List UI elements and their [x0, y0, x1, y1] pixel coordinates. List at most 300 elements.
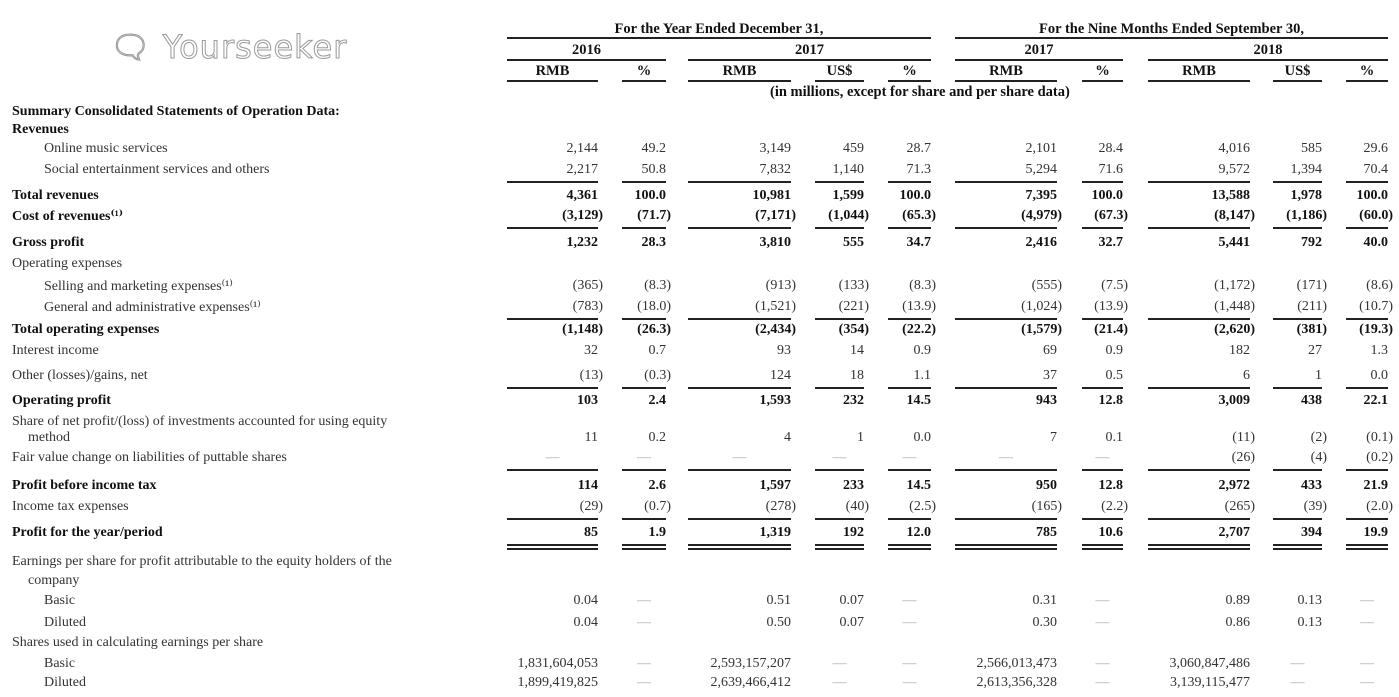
subtotal-rule: [1148, 469, 1250, 471]
table-cell: 0.1: [1105, 430, 1123, 445]
table-cell: —: [732, 450, 747, 465]
table-cell: 0.30: [1032, 615, 1057, 630]
table-cell: 3,139,115,477: [1170, 675, 1250, 690]
column-header-rule: [688, 80, 791, 82]
row-label: Total operating expenses: [12, 322, 160, 337]
subtotal-rule: [1273, 518, 1322, 520]
table-cell: (211): [1297, 299, 1327, 314]
table-cell: 0.5: [1105, 368, 1123, 383]
subtotal-rule: [1273, 318, 1322, 320]
table-cell: 0.0: [913, 430, 931, 445]
subtotal-rule: [1148, 181, 1250, 183]
table-cell: (7.5): [1101, 278, 1128, 293]
table-cell: 2,101: [1025, 141, 1057, 156]
row-label: Income tax expenses: [12, 499, 129, 514]
subtotal-rule: [1273, 387, 1322, 389]
table-cell: (26.3): [637, 322, 671, 337]
subtotal-rule: [1148, 544, 1250, 546]
table-cell: 28.4: [1098, 141, 1123, 156]
row-label: Earnings per share for profit attributable to the equity holders of the: [12, 554, 392, 569]
subtotal-rule: [815, 387, 864, 389]
table-cell: 28.7: [906, 141, 931, 156]
table-cell: 0.86: [1225, 615, 1250, 630]
row-label: Shares used in calculating earnings per share: [12, 635, 264, 650]
table-cell: 2,144: [566, 141, 598, 156]
table-cell: 0.13: [1297, 615, 1322, 630]
column-header-rule: [507, 80, 598, 82]
table-cell: 0.13: [1297, 593, 1322, 608]
table-cell: —: [832, 656, 847, 671]
row-label: Online music services: [44, 141, 168, 156]
table-cell: (26): [1231, 450, 1255, 465]
subtotal-rule: [1346, 181, 1388, 183]
table-cell: (278): [765, 499, 796, 514]
subtotal-rule: [688, 518, 791, 520]
table-cell: (4,979): [1021, 208, 1062, 223]
wechat-chat-bubble-icon: 🗨: [110, 28, 152, 66]
table-cell: (171): [1296, 278, 1327, 293]
column-header-rule: [622, 80, 666, 82]
table-cell: 100.0: [1356, 188, 1388, 203]
table-cell: —: [637, 675, 651, 690]
table-cell: 0.50: [766, 615, 791, 630]
table-cell: 1,394: [1290, 162, 1322, 177]
year-rule: [1148, 59, 1388, 61]
subtotal-rule: [1273, 544, 1322, 546]
nine-months-2018-header: 2018: [1253, 42, 1283, 58]
table-cell: 28.3: [641, 235, 666, 250]
table-cell: 22.1: [1363, 393, 1388, 408]
row-label: Profit before income tax: [12, 478, 157, 493]
table-cell: 2,613,356,328: [976, 675, 1057, 690]
table-cell: 71.6: [1098, 162, 1123, 177]
table-cell: —: [1360, 593, 1374, 608]
table-cell: 0.07: [839, 615, 864, 630]
table-cell: 103: [577, 393, 598, 408]
total-double-rule: [1082, 548, 1123, 550]
year-2016-header: 2016: [572, 42, 601, 58]
subtotal-rule: [622, 544, 666, 546]
column-header: RMB: [722, 63, 757, 79]
table-cell: —: [1290, 675, 1305, 690]
table-cell: 792: [1301, 235, 1322, 250]
subtotal-rule: [888, 518, 931, 520]
table-cell: 10,981: [752, 188, 791, 203]
table-cell: 4: [784, 430, 791, 445]
table-cell: 10.6: [1098, 525, 1123, 540]
table-cell: —: [902, 656, 917, 671]
row-label: Cost of revenues⁽¹⁾: [12, 209, 124, 224]
subtotal-rule: [1148, 518, 1250, 520]
table-cell: (13.9): [902, 299, 936, 314]
column-header-rule: [888, 80, 931, 82]
row-label: Share of net profit/(loss) of investments accounted for using equity: [12, 414, 388, 429]
table-cell: 0.31: [1032, 593, 1057, 608]
table-cell: (1,521): [755, 299, 796, 314]
table-cell: 1.9: [648, 525, 666, 540]
row-label: Diluted: [44, 615, 86, 630]
table-cell: 71.3: [906, 162, 931, 177]
table-cell: 0.07: [839, 593, 864, 608]
table-cell: (1,148): [562, 322, 603, 337]
table-cell: (365): [572, 278, 603, 293]
table-cell: 6: [1243, 368, 1250, 383]
subtotal-rule: [815, 227, 864, 229]
row-label: Diluted: [44, 675, 86, 690]
table-cell: (2,620): [1214, 322, 1255, 337]
subtotal-rule: [1082, 227, 1123, 229]
table-cell: 0.9: [1105, 343, 1123, 358]
table-cell: —: [902, 593, 917, 608]
table-cell: —: [1095, 450, 1110, 465]
subtotal-rule: [1346, 318, 1388, 320]
table-cell: —: [832, 675, 847, 690]
table-cell: 0.7: [648, 343, 666, 358]
subtotal-rule: [955, 227, 1057, 229]
subtotal-rule: [888, 544, 931, 546]
table-cell: (3,129): [562, 208, 603, 223]
row-label: Gross profit: [12, 235, 85, 250]
table-cell: 11: [584, 430, 598, 445]
table-cell: —: [637, 656, 651, 671]
table-cell: (65.3): [902, 208, 936, 223]
subtotal-rule: [1346, 469, 1388, 471]
table-cell: 100.0: [899, 188, 931, 203]
column-header: %: [1095, 63, 1110, 79]
table-cell: 32: [584, 343, 598, 358]
header-rule: [507, 37, 931, 39]
total-double-rule: [888, 548, 931, 550]
column-header: %: [1359, 63, 1375, 79]
subtotal-rule: [1082, 544, 1123, 546]
table-cell: (133): [838, 278, 869, 293]
table-cell: —: [999, 450, 1013, 465]
subtotal-rule: [622, 181, 666, 183]
table-cell: 5,441: [1218, 235, 1250, 250]
column-header: %: [902, 63, 917, 79]
table-cell: 85: [584, 525, 598, 540]
row-label: Basic: [44, 593, 76, 608]
row-label: Fair value change on liabilities of puttable shares: [12, 450, 287, 465]
table-cell: 3,009: [1218, 393, 1250, 408]
table-cell: (1,024): [1021, 299, 1062, 314]
table-cell: 29.6: [1363, 141, 1388, 156]
subtotal-rule: [1148, 387, 1250, 389]
table-cell: (60.0): [1359, 208, 1393, 223]
table-cell: (8.3): [909, 278, 936, 293]
subtotal-rule: [1346, 387, 1388, 389]
table-cell: (1,044): [828, 208, 869, 223]
table-cell: (783): [572, 299, 603, 314]
table-cell: (8,147): [1214, 208, 1255, 223]
table-cell: 0.04: [573, 593, 598, 608]
subtotal-rule: [815, 544, 864, 546]
row-label: Summary Consolidated Statements of Operation Data:: [12, 104, 340, 119]
table-cell: 12.0: [906, 525, 931, 540]
table-cell: (8.3): [644, 278, 671, 293]
subtotal-rule: [622, 469, 666, 471]
table-cell: —: [1360, 615, 1374, 630]
subtotal-rule: [815, 318, 864, 320]
subtotal-rule: [888, 387, 931, 389]
table-cell: 7,832: [759, 162, 791, 177]
subtotal-rule: [1082, 469, 1123, 471]
table-cell: 100.0: [1091, 188, 1123, 203]
nine-months-2017-header: 2017: [1024, 42, 1054, 58]
table-cell: 1,597: [759, 478, 791, 493]
table-cell: 433: [1301, 478, 1322, 493]
table-cell: 14.5: [906, 478, 931, 493]
table-cell: (29): [579, 499, 603, 514]
table-cell: 1,831,604,053: [517, 656, 598, 671]
table-cell: (11): [1232, 430, 1255, 445]
year-rule: [955, 59, 1123, 61]
subtotal-rule: [688, 387, 791, 389]
table-cell: (40): [845, 499, 869, 514]
table-cell: —: [832, 450, 847, 465]
table-cell: (0.7): [644, 499, 671, 514]
table-cell: 4,361: [566, 188, 598, 203]
table-cell: 1,899,419,825: [517, 675, 598, 690]
row-label: method: [28, 430, 70, 445]
table-cell: —: [637, 450, 651, 465]
subtotal-rule: [955, 387, 1057, 389]
subtotal-rule: [955, 469, 1057, 471]
table-cell: 182: [1229, 343, 1250, 358]
table-cell: —: [902, 615, 917, 630]
table-cell: (1,186): [1286, 208, 1327, 223]
row-label: Revenues: [12, 122, 69, 137]
subtotal-rule: [1346, 518, 1388, 520]
table-cell: —: [1360, 656, 1374, 671]
table-cell: 27: [1308, 343, 1322, 358]
table-cell: (10.7): [1359, 299, 1393, 314]
watermark: [110, 28, 347, 66]
table-cell: (555): [1031, 278, 1062, 293]
table-cell: 0.2: [648, 430, 666, 445]
total-double-rule: [955, 548, 1057, 550]
table-cell: 49.2: [641, 141, 666, 156]
subtotal-rule: [1273, 469, 1322, 471]
subtotal-rule: [507, 469, 598, 471]
table-cell: 0.0: [1370, 368, 1388, 383]
subtotal-rule: [1273, 227, 1322, 229]
table-cell: 40.0: [1363, 235, 1388, 250]
table-cell: 21.9: [1363, 478, 1388, 493]
table-cell: 37: [1043, 368, 1057, 383]
table-cell: 459: [843, 141, 864, 156]
row-label: Operating expenses: [12, 256, 123, 271]
watermark-text: Yourseeker: [162, 28, 348, 66]
table-cell: (67.3): [1094, 208, 1128, 223]
table-cell: (354): [838, 322, 869, 337]
subtotal-rule: [815, 469, 864, 471]
table-cell: (221): [838, 299, 869, 314]
table-cell: 192: [843, 525, 864, 540]
table-cell: 2,593,157,207: [710, 656, 791, 671]
table-cell: 2,416: [1025, 235, 1057, 250]
subtotal-rule: [1346, 544, 1388, 546]
year-2017-header: 2017: [795, 42, 824, 58]
total-double-rule: [1148, 548, 1250, 550]
subtotal-rule: [1346, 227, 1388, 229]
subtotal-rule: [507, 318, 598, 320]
table-cell: 1.1: [913, 368, 931, 383]
subtotal-rule: [1148, 318, 1250, 320]
subtotal-rule: [507, 518, 598, 520]
table-cell: 93: [777, 343, 791, 358]
table-cell: 232: [843, 393, 864, 408]
subtotal-rule: [622, 518, 666, 520]
table-cell: 1: [857, 430, 864, 445]
table-cell: 2,972: [1218, 478, 1250, 493]
table-cell: (913): [765, 278, 796, 293]
total-double-rule: [1273, 548, 1322, 550]
table-cell: —: [637, 593, 651, 608]
column-header-rule: [955, 80, 1057, 82]
table-cell: 943: [1036, 393, 1057, 408]
table-cell: 1: [1315, 368, 1322, 383]
table-cell: —: [902, 675, 917, 690]
column-header: US$: [826, 63, 853, 79]
table-cell: 34.7: [906, 235, 931, 250]
table-cell: 1,978: [1290, 188, 1322, 203]
table-cell: (13): [579, 368, 603, 383]
subtotal-rule: [815, 518, 864, 520]
table-cell: (1,448): [1214, 299, 1255, 314]
subtotal-rule: [888, 318, 931, 320]
table-cell: 0.9: [913, 343, 931, 358]
subtotal-rule: [955, 318, 1057, 320]
table-cell: 32.7: [1098, 235, 1123, 250]
table-cell: —: [1360, 675, 1374, 690]
row-label: Operating profit: [12, 393, 111, 408]
table-cell: 3,149: [759, 141, 791, 156]
table-cell: 14: [850, 343, 864, 358]
subtotal-rule: [507, 227, 598, 229]
table-cell: 7,395: [1025, 188, 1057, 203]
header-rule: [955, 37, 1388, 39]
row-label: Profit for the year/period: [12, 525, 163, 540]
total-double-rule: [1346, 548, 1388, 550]
table-cell: 13,588: [1211, 188, 1250, 203]
row-label: Basic: [44, 656, 76, 671]
table-cell: 2.6: [648, 478, 666, 493]
subtotal-rule: [1082, 181, 1123, 183]
table-cell: 12.8: [1098, 478, 1123, 493]
subtotal-rule: [622, 227, 666, 229]
table-cell: 18: [850, 368, 864, 383]
table-cell: 555: [843, 235, 864, 250]
table-cell: 950: [1036, 478, 1057, 493]
subtotal-rule: [955, 181, 1057, 183]
table-cell: (0.1): [1366, 430, 1393, 445]
table-cell: 1,599: [832, 188, 864, 203]
table-cell: 2,217: [566, 162, 598, 177]
row-label: General and administrative expenses⁽¹⁾: [44, 300, 261, 315]
table-cell: (0.2): [1366, 450, 1393, 465]
subtotal-rule: [955, 518, 1057, 520]
subtotal-rule: [1273, 181, 1322, 183]
table-cell: (8.6): [1366, 278, 1393, 293]
table-cell: (19.3): [1359, 322, 1393, 337]
table-cell: (7,171): [755, 208, 796, 223]
table-cell: 3,060,847,486: [1169, 656, 1250, 671]
table-cell: (0.3): [644, 368, 671, 383]
table-cell: 5,294: [1025, 162, 1057, 177]
column-header: US$: [1284, 63, 1311, 79]
total-double-rule: [688, 548, 791, 550]
row-label: Other (losses)/gains, net: [12, 368, 148, 383]
table-cell: (265): [1224, 499, 1255, 514]
table-cell: (1,172): [1214, 278, 1255, 293]
column-header-rule: [1346, 80, 1388, 82]
column-header: RMB: [535, 63, 570, 79]
subtotal-rule: [688, 544, 791, 546]
column-header: RMB: [1182, 63, 1216, 79]
table-cell: 438: [1301, 393, 1322, 408]
table-cell: 2.4: [648, 393, 666, 408]
subtotal-rule: [955, 544, 1057, 546]
table-cell: 70.4: [1363, 162, 1388, 177]
row-label: Social entertainment services and others: [44, 162, 270, 177]
table-cell: (165): [1031, 499, 1062, 514]
table-cell: 3,810: [759, 235, 791, 250]
table-cell: (21.4): [1094, 322, 1128, 337]
table-cell: (2.0): [1366, 499, 1393, 514]
subtotal-rule: [688, 227, 791, 229]
table-cell: 2,566,013,473: [976, 656, 1057, 671]
table-cell: 50.8: [641, 162, 666, 177]
table-cell: —: [1095, 656, 1110, 671]
table-cell: 1,319: [759, 525, 791, 540]
column-header-rule: [815, 80, 864, 82]
table-cell: (2.2): [1101, 499, 1128, 514]
table-cell: 394: [1301, 525, 1322, 540]
total-double-rule: [507, 548, 598, 550]
table-cell: (18.0): [637, 299, 671, 314]
units-note: (in millions, except for share and per share data): [770, 84, 1070, 100]
total-double-rule: [815, 548, 864, 550]
subtotal-rule: [1082, 387, 1123, 389]
table-cell: (381): [1296, 322, 1327, 337]
total-double-rule: [622, 548, 666, 550]
table-cell: 1,593: [759, 393, 791, 408]
table-cell: (13.9): [1094, 299, 1128, 314]
table-cell: 12.8: [1098, 393, 1123, 408]
year-rule: [688, 59, 931, 61]
table-cell: 0.51: [766, 593, 791, 608]
subtotal-rule: [507, 544, 598, 546]
table-cell: 100.0: [634, 188, 666, 203]
table-cell: 4,016: [1218, 141, 1250, 156]
table-cell: 69: [1043, 343, 1057, 358]
column-header: RMB: [989, 63, 1023, 79]
table-cell: 2,639,466,412: [710, 675, 791, 690]
subtotal-rule: [1148, 227, 1250, 229]
row-label: Interest income: [12, 343, 99, 358]
table-cell: 0.04: [573, 615, 598, 630]
table-cell: (4): [1310, 450, 1327, 465]
subtotal-rule: [888, 181, 931, 183]
table-cell: 124: [770, 368, 791, 383]
table-cell: (71.7): [637, 208, 671, 223]
row-label: Selling and marketing expenses⁽¹⁾: [44, 279, 233, 294]
subtotal-rule: [1082, 518, 1123, 520]
subtotal-rule: [815, 181, 864, 183]
table-cell: (2,434): [755, 322, 796, 337]
table-cell: —: [545, 450, 560, 465]
